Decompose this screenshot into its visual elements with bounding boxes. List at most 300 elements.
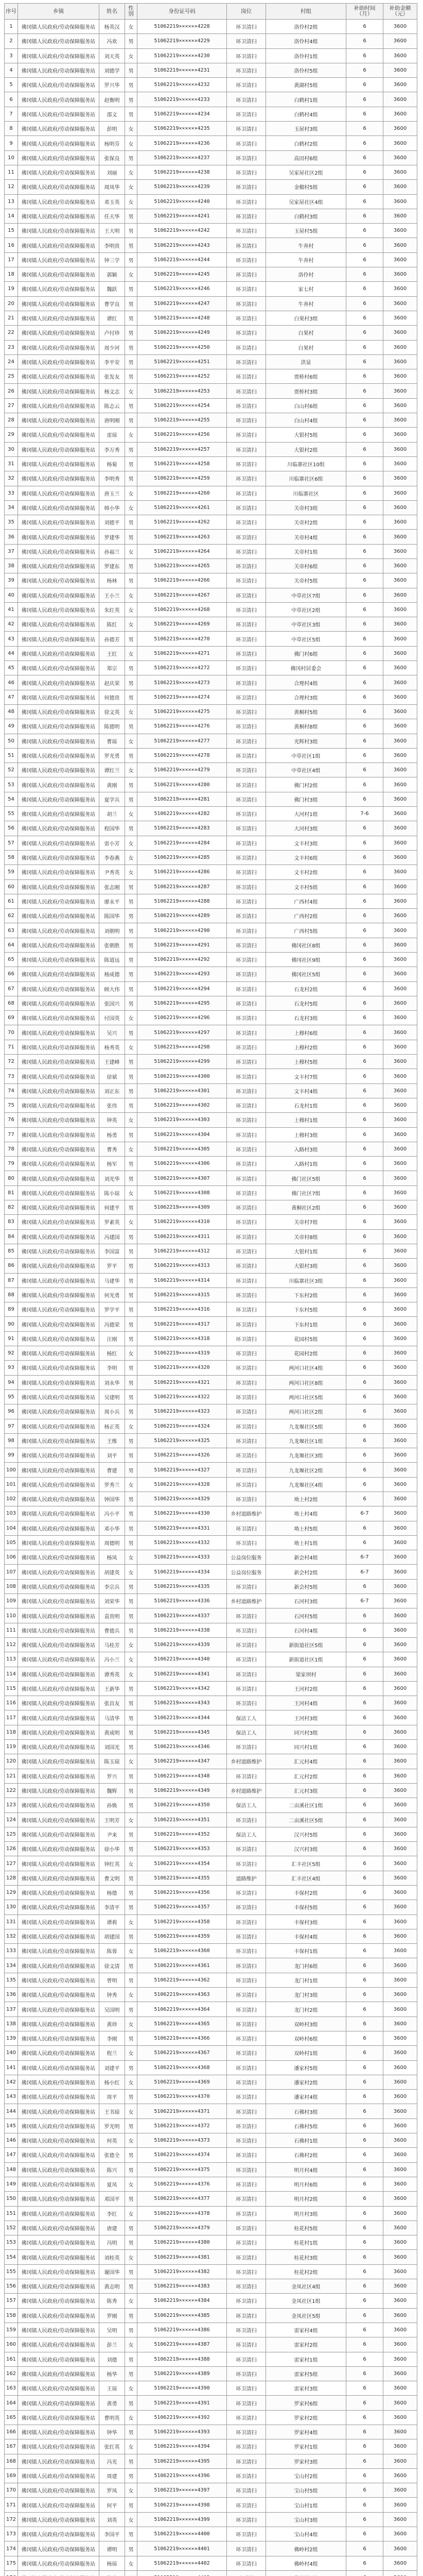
- post-cell: 环卫清扫: [227, 879, 266, 894]
- post-cell: 环卫清扫: [227, 1929, 266, 1943]
- amount-cell: 3600: [383, 165, 417, 179]
- post-cell: 环卫清扫: [227, 1812, 266, 1827]
- post-cell: 环卫清扫: [227, 704, 266, 719]
- village-cell: 上穆村2组: [266, 1040, 346, 1054]
- table-row: [5, 1040, 417, 1054]
- name-cell: 陈志云: [99, 398, 125, 413]
- town-cell: 佛冈镇人民政府/劳动保障服务站: [18, 1783, 99, 1798]
- town-cell: 佛冈镇人民政府/劳动保障服务站: [18, 456, 99, 471]
- village-cell: 龙门村3组: [266, 1988, 346, 2002]
- row-index: 108: [5, 1579, 18, 1594]
- village-cell: 石龙村5组: [266, 996, 346, 1010]
- post-cell: 环卫清扫: [227, 573, 266, 588]
- row-index: 170: [5, 2483, 18, 2498]
- months-cell: 6: [346, 675, 383, 690]
- row-index: 1: [5, 20, 18, 34]
- table-row: [5, 879, 417, 894]
- months-cell: 6: [346, 282, 383, 296]
- amount-cell: 3600: [383, 1623, 417, 1637]
- sex-cell: 男: [125, 1404, 137, 1419]
- header-cell: 村组: [266, 4, 346, 20]
- sex-cell: 女: [125, 122, 137, 136]
- months-cell: 6: [346, 938, 383, 952]
- row-index: 142: [5, 2075, 18, 2089]
- table-row: [5, 340, 417, 354]
- village-cell: 两河口社区4组: [266, 1361, 346, 1375]
- post-cell: 环卫清扫: [227, 1287, 266, 1302]
- village-cell: 关帝村7组: [266, 1215, 346, 1229]
- village-cell: 二亩溪社区5组: [266, 1812, 346, 1827]
- months-cell: 6: [346, 617, 383, 632]
- sex-cell: 女: [125, 1856, 137, 1871]
- amount-cell: 3600: [383, 879, 417, 894]
- town-cell: 佛冈镇人民政府/劳动保障服务站: [18, 20, 99, 34]
- post-cell: 环卫清扫: [227, 1914, 266, 1929]
- amount-cell: 3600: [383, 777, 417, 792]
- village-cell: 佛冈社区5组: [266, 967, 346, 981]
- sex-cell: 女: [125, 500, 137, 515]
- post-cell: 环卫清扫: [227, 1404, 266, 1419]
- name-cell: 陈国华: [99, 909, 125, 923]
- name-cell: 赵衡明: [99, 92, 125, 107]
- amount-cell: 3600: [383, 763, 417, 777]
- table-row: [5, 1361, 417, 1375]
- months-cell: 6: [346, 734, 383, 748]
- row-index: 7: [5, 107, 18, 121]
- id-number-cell: 51062219××××××4286: [137, 865, 227, 879]
- post-cell: 环卫清扫: [227, 938, 266, 952]
- id-number-cell: 51062219××××××4346: [137, 1740, 227, 1754]
- town-cell: 佛冈镇人民政府/劳动保障服务站: [18, 1346, 99, 1361]
- id-number-cell: 51062219××××××4309: [137, 1200, 227, 1215]
- id-number-cell: 51062219××××××4263: [137, 530, 227, 544]
- id-number-cell: 51062219××××××4361: [137, 1958, 227, 1973]
- amount-cell: [383, 2570, 417, 2576]
- village-cell: 川临寨社区3组: [266, 1273, 346, 1287]
- id-number-cell: 51062219××××××4353: [137, 1842, 227, 1856]
- name-cell: 刘德学: [99, 63, 125, 77]
- sex-cell: 女: [125, 1812, 137, 1827]
- amount-cell: 3600: [383, 2308, 417, 2323]
- amount-cell: 3600: [383, 1025, 417, 1040]
- table-row: [5, 2031, 417, 2045]
- town-cell: 佛冈镇人民政府/劳动保障服务站: [18, 777, 99, 792]
- table-row: [5, 1433, 417, 1448]
- row-index: 14: [5, 209, 18, 223]
- amount-cell: 3600: [383, 1856, 417, 1871]
- sex-cell: 女: [125, 1185, 137, 1200]
- name-cell: 马建华: [99, 1273, 125, 1287]
- post-cell: 环卫清扫: [227, 486, 266, 500]
- table-row: [5, 2090, 417, 2104]
- town-cell: 佛冈镇人民政府/劳动保障服务站: [18, 2148, 99, 2162]
- town-cell: 佛冈镇人民政府/劳动保障服务站: [18, 1200, 99, 1215]
- table-row: [5, 2337, 417, 2352]
- post-cell: 环卫清扫: [227, 2177, 266, 2191]
- post-cell: 环卫清扫: [227, 311, 266, 325]
- id-number-cell: 51062219××××××4308: [137, 1185, 227, 1200]
- id-number-cell: 51062219××××××4334: [137, 1565, 227, 1579]
- amount-cell: 3600: [383, 2235, 417, 2250]
- village-cell: 宝山村1组: [266, 2498, 346, 2512]
- table-row: [5, 894, 417, 908]
- months-cell: 6: [346, 2060, 383, 2075]
- table-row: [5, 2468, 417, 2483]
- amount-cell: 3600: [383, 2556, 417, 2570]
- sex-cell: 男: [125, 238, 137, 252]
- row-index: 79: [5, 1157, 18, 1171]
- post-cell: 保洁工人: [227, 1827, 266, 1841]
- sex-cell: 女: [125, 2410, 137, 2425]
- amount-cell: 3600: [383, 2541, 417, 2556]
- name-cell: 李国富: [99, 1244, 125, 1258]
- town-cell: 佛冈镇人民政府/劳动保障服务站: [18, 2323, 99, 2337]
- id-number-cell: 51062219××××××4261: [137, 500, 227, 515]
- village-cell: 九龙堰社区3组: [266, 1448, 346, 1463]
- town-cell: 佛冈镇人民政府/劳动保障服务站: [18, 2192, 99, 2206]
- town-cell: 佛冈镇人民政府/劳动保障服务站: [18, 1011, 99, 1025]
- village-cell: 金凤社区1组: [266, 2294, 346, 2308]
- table-row: [5, 1958, 417, 1973]
- months-cell: 6: [346, 1040, 383, 1054]
- village-cell: 坳上村5组: [266, 1521, 346, 1535]
- amount-cell: 3600: [383, 2454, 417, 2468]
- post-cell: 环卫清扫: [227, 544, 266, 558]
- post-cell: 环卫清扫: [227, 2250, 266, 2264]
- town-cell: 佛冈镇人民政府/劳动保障服务站: [18, 136, 99, 150]
- table-row: [5, 428, 417, 442]
- sex-cell: 男: [125, 2527, 137, 2541]
- name-cell: 袁贵明: [99, 1608, 125, 1623]
- post-cell: 环卫清扫: [227, 1842, 266, 1856]
- id-number-cell: 51062219××××××4304: [137, 1127, 227, 1142]
- town-cell: 佛冈镇人民政府/劳动保障服务站: [18, 1098, 99, 1112]
- town-cell: 佛冈镇人民政府/劳动保障服务站: [18, 1535, 99, 1550]
- post-cell: 环卫清扫: [227, 632, 266, 646]
- town-cell: 佛冈镇人民政府/劳动保障服务站: [18, 2046, 99, 2060]
- town-cell: 佛冈镇人民政府/劳动保障服务站: [18, 850, 99, 865]
- post-cell: 环卫清扫: [227, 2046, 266, 2060]
- table-row: [5, 2119, 417, 2133]
- months-cell: 6: [346, 632, 383, 646]
- id-number-cell: 51062219××××××4350: [137, 1798, 227, 1812]
- table-row: [5, 2133, 417, 2148]
- name-cell: 罗兴华: [99, 78, 125, 92]
- row-index: 33: [5, 486, 18, 500]
- village-cell: 桂花村2组: [266, 2264, 346, 2279]
- row-index: 129: [5, 1886, 18, 1900]
- sex-cell: 女: [125, 48, 137, 63]
- village-cell: 花园村2组: [266, 1346, 346, 1361]
- post-cell: 环卫清扫: [227, 1535, 266, 1550]
- sex-cell: 男: [125, 1696, 137, 1710]
- name-cell: 邓小华: [99, 1521, 125, 1535]
- sex-cell: 男: [125, 530, 137, 544]
- id-number-cell: 51062219××××××4253: [137, 384, 227, 398]
- table-row: [5, 1287, 417, 1302]
- post-cell: 环卫清扫: [227, 1637, 266, 1652]
- sex-cell: 男: [125, 1025, 137, 1040]
- sex-cell: 女: [125, 194, 137, 209]
- id-number-cell: 51062219××××××4385: [137, 2308, 227, 2323]
- id-number-cell: 51062219××××××4287: [137, 879, 227, 894]
- header-cell: 岗位: [227, 4, 266, 20]
- post-cell: 环卫清扫: [227, 2381, 266, 2396]
- sex-cell: 女: [125, 1113, 137, 1127]
- post-cell: 环卫清扫: [227, 2031, 266, 2045]
- post-cell: 环卫清扫: [227, 1769, 266, 1783]
- village-cell: 吴家屋社区2组: [266, 165, 346, 179]
- town-cell: 佛冈镇人民政府/劳动保障服务站: [18, 2381, 99, 2396]
- post-cell: 环卫清扫: [227, 558, 266, 573]
- town-cell: 佛冈镇人民政府/劳动保障服务站: [18, 1259, 99, 1273]
- post-cell: 环卫清扫: [227, 369, 266, 384]
- table-row: [5, 2206, 417, 2221]
- sex-cell: 男: [125, 398, 137, 413]
- months-cell: 6: [346, 1142, 383, 1156]
- post-cell: 环卫清扫: [227, 2454, 266, 2468]
- town-cell: 佛冈镇人民政府/劳动保障服务站: [18, 1127, 99, 1142]
- sex-cell: 男: [125, 1302, 137, 1317]
- village-cell: 佛岭村4组: [266, 2556, 346, 2570]
- months-cell: 6-7: [346, 1565, 383, 1579]
- table-row: [5, 238, 417, 252]
- town-cell: 佛冈镇人民政府/劳动保障服务站: [18, 2264, 99, 2279]
- row-index: 26: [5, 384, 18, 398]
- months-cell: 6: [346, 1623, 383, 1637]
- name-cell: 杨成德: [99, 967, 125, 981]
- town-cell: 佛冈镇人民政府/劳动保障服务站: [18, 1798, 99, 1812]
- village-cell: 罗家村6组: [266, 2396, 346, 2410]
- months-cell: 6: [346, 1725, 383, 1739]
- id-number-cell: 51062219××××××4273: [137, 675, 227, 690]
- sex-cell: 男: [125, 1783, 137, 1798]
- town-cell: 佛冈镇人民政府/劳动保障服务站: [18, 2483, 99, 2498]
- months-cell: 6: [346, 1521, 383, 1535]
- post-cell: 环卫清扫: [227, 734, 266, 748]
- id-number-cell: 51062219××××××4256: [137, 428, 227, 442]
- name-cell: 吴兴: [99, 1025, 125, 1040]
- row-index: 173: [5, 2527, 18, 2541]
- table-row: [5, 500, 417, 515]
- sex-cell: 女: [125, 1419, 137, 1433]
- name-cell: 罗光勇: [99, 748, 125, 762]
- post-cell: 环卫清扫: [227, 1886, 266, 1900]
- row-index: 127: [5, 1856, 18, 1871]
- amount-cell: 3600: [383, 340, 417, 354]
- amount-cell: 3600: [383, 486, 417, 500]
- id-number-cell: 51062219××××××4295: [137, 996, 227, 1010]
- town-cell: 佛冈镇人民政府/劳动保障服务站: [18, 398, 99, 413]
- town-cell: 佛冈镇人民政府/劳动保障服务站: [18, 2556, 99, 2570]
- name-cell: 周凤华: [99, 180, 125, 194]
- post-cell: 环卫清扫: [227, 1157, 266, 1171]
- amount-cell: 3600: [383, 442, 417, 456]
- post-cell: 环卫清扫: [227, 2468, 266, 2483]
- row-index: 56: [5, 821, 18, 836]
- amount-cell: 3600: [383, 2527, 417, 2541]
- months-cell: 6: [346, 267, 383, 282]
- sex-cell: 女: [125, 602, 137, 617]
- months-cell: 6: [346, 1127, 383, 1142]
- town-cell: 佛冈镇人民政府/劳动保障服务站: [18, 1302, 99, 1317]
- town-cell: 佛冈镇人民政府/劳动保障服务站: [18, 471, 99, 486]
- months-cell: 6: [346, 1740, 383, 1754]
- table-row: [5, 296, 417, 311]
- post-cell: 环卫清扫: [227, 865, 266, 879]
- table-row: [5, 369, 417, 384]
- amount-cell: 3600: [383, 1083, 417, 1098]
- name-cell: 邓玉英: [99, 194, 125, 209]
- sex-cell: 男: [125, 354, 137, 369]
- id-number-cell: 51062219××××××4384: [137, 2294, 227, 2308]
- village-cell: 坳上村4组: [266, 1506, 346, 1521]
- post-cell: 环卫清扫: [227, 792, 266, 806]
- table-row: [5, 2235, 417, 2250]
- town-cell: 佛冈镇人民政府/劳动保障服务站: [18, 2454, 99, 2468]
- row-index: 93: [5, 1361, 18, 1375]
- post-cell: 环卫清扫: [227, 1302, 266, 1317]
- row-index: 10: [5, 150, 18, 165]
- table-row: [5, 1565, 417, 1579]
- months-cell: 6: [346, 1783, 383, 1798]
- name-cell: 谭莉: [99, 1914, 125, 1929]
- months-cell: 6: [346, 1637, 383, 1652]
- sex-cell: 男: [125, 2090, 137, 2104]
- name-cell: 廖永平: [99, 894, 125, 908]
- months-cell: 6: [346, 1389, 383, 1404]
- amount-cell: 3600: [383, 602, 417, 617]
- village-cell: 同兴村3组: [266, 1725, 346, 1739]
- id-number-cell: 51062219××××××4244: [137, 252, 227, 267]
- id-number-cell: 51062219××××××4311: [137, 1229, 227, 1244]
- town-cell: 佛冈镇人民政府/劳动保障服务站: [18, 938, 99, 952]
- town-cell: 佛冈镇人民政府/劳动保障服务站: [18, 1900, 99, 1914]
- row-index: 64: [5, 938, 18, 952]
- id-number-cell: 51062219××××××4322: [137, 1389, 227, 1404]
- village-cell: 白果村3组: [266, 311, 346, 325]
- name-cell: 杨德: [99, 1886, 125, 1900]
- months-cell: 6: [346, 704, 383, 719]
- post-cell: 环卫清扫: [227, 2498, 266, 2512]
- name-cell: 陈玉琼: [99, 1754, 125, 1769]
- name-cell: 刘国光: [99, 1740, 125, 1754]
- village-cell: 石佛村2组: [266, 2148, 346, 2162]
- months-cell: 6: [346, 894, 383, 908]
- row-index: 102: [5, 1492, 18, 1506]
- table-row: [5, 78, 417, 92]
- amount-cell: 3600: [383, 1142, 417, 1156]
- months-cell: 6: [346, 165, 383, 179]
- months-cell: 6: [346, 413, 383, 428]
- post-cell: 环卫清扫: [227, 20, 266, 34]
- village-cell: 金榴村5组: [266, 180, 346, 194]
- table-row: [5, 2294, 417, 2308]
- name-cell: 刘永华: [99, 1375, 125, 1389]
- town-cell: 佛冈镇人民政府/劳动保障服务站: [18, 646, 99, 660]
- amount-cell: 3600: [383, 1419, 417, 1433]
- row-index: 110: [5, 1608, 18, 1623]
- table-row: [5, 1083, 417, 1098]
- town-cell: 佛冈镇人民政府/劳动保障服务站: [18, 296, 99, 311]
- town-cell: 佛冈镇人民政府/劳动保障服务站: [18, 486, 99, 500]
- id-number-cell: 51062219××××××4239: [137, 180, 227, 194]
- id-number-cell: 51062219××××××4328: [137, 1477, 227, 1492]
- row-index: 158: [5, 2308, 18, 2323]
- town-cell: 佛冈镇人民政府/劳动保障服务站: [18, 1448, 99, 1463]
- amount-cell: 3600: [383, 734, 417, 748]
- sex-cell: 女: [125, 734, 137, 748]
- town-cell: 佛冈镇人民政府/劳动保障服务站: [18, 1157, 99, 1171]
- name-cell: 朱红英: [99, 602, 125, 617]
- amount-cell: 3600: [383, 2410, 417, 2425]
- town-cell: 佛冈镇人民政府/劳动保障服务站: [18, 1725, 99, 1739]
- amount-cell: 3600: [383, 2075, 417, 2089]
- row-index: 28: [5, 413, 18, 428]
- row-index: 60: [5, 879, 18, 894]
- name-cell: 张德全: [99, 2148, 125, 2162]
- town-cell: 佛冈镇人民政府/劳动保障服务站: [18, 1871, 99, 1885]
- amount-cell: 3600: [383, 530, 417, 544]
- id-number-cell: 51062219××××××4233: [137, 92, 227, 107]
- village-cell: 二亩溪社区1组: [266, 1798, 346, 1812]
- amount-cell: 3600: [383, 1929, 417, 1943]
- row-index: 167: [5, 2439, 18, 2454]
- table-row: [5, 1754, 417, 1769]
- sex-cell: 男: [125, 2264, 137, 2279]
- village-cell: 王河村3组: [266, 1710, 346, 1725]
- months-cell: 6: [346, 1448, 383, 1463]
- town-cell: 佛冈镇人民政府/劳动保障服务站: [18, 267, 99, 282]
- post-cell: 环卫清扫: [227, 2483, 266, 2498]
- months-cell: 6: [346, 2512, 383, 2527]
- name-cell: 韩小华: [99, 500, 125, 515]
- post-cell: 环卫清扫: [227, 2090, 266, 2104]
- table-row: [5, 150, 417, 165]
- table-row: [5, 646, 417, 660]
- table-row: [5, 1521, 417, 1535]
- amount-cell: 3600: [383, 2046, 417, 2060]
- name-cell: 谭秀英: [99, 1667, 125, 1681]
- row-index: 132: [5, 1929, 18, 1943]
- table-row: [5, 865, 417, 879]
- row-index: 4: [5, 63, 18, 77]
- name-cell: 彭兰: [99, 2337, 125, 2352]
- post-cell: 环卫清扫: [227, 456, 266, 471]
- town-cell: 佛冈镇人民政府/劳动保障服务站: [18, 224, 99, 238]
- sex-cell: 男: [125, 224, 137, 238]
- town-cell: 佛冈镇人民政府/劳动保障服务站: [18, 48, 99, 63]
- row-index: 100: [5, 1463, 18, 1477]
- table-row: [5, 2323, 417, 2337]
- row-index: 143: [5, 2090, 18, 2104]
- name-cell: 张朝胜: [99, 938, 125, 952]
- post-cell: 环卫清扫: [227, 413, 266, 428]
- village-cell: 明月村2组: [266, 2192, 346, 2206]
- id-number-cell: 51062219××××××4293: [137, 967, 227, 981]
- amount-cell: 3600: [383, 1492, 417, 1506]
- name-cell: 钟国华: [99, 1492, 125, 1506]
- post-cell: 环卫清扫: [227, 296, 266, 311]
- amount-cell: 3600: [383, 1565, 417, 1579]
- post-cell: 环卫清扫: [227, 2439, 266, 2454]
- months-cell: 6: [346, 1492, 383, 1506]
- town-cell: 佛冈镇人民政府/劳动保障服务站: [18, 2235, 99, 2250]
- months-cell: 6: [346, 1157, 383, 1171]
- table-row: [5, 588, 417, 602]
- name-cell: 汪刚: [99, 1331, 125, 1346]
- table-row: [5, 1798, 417, 1812]
